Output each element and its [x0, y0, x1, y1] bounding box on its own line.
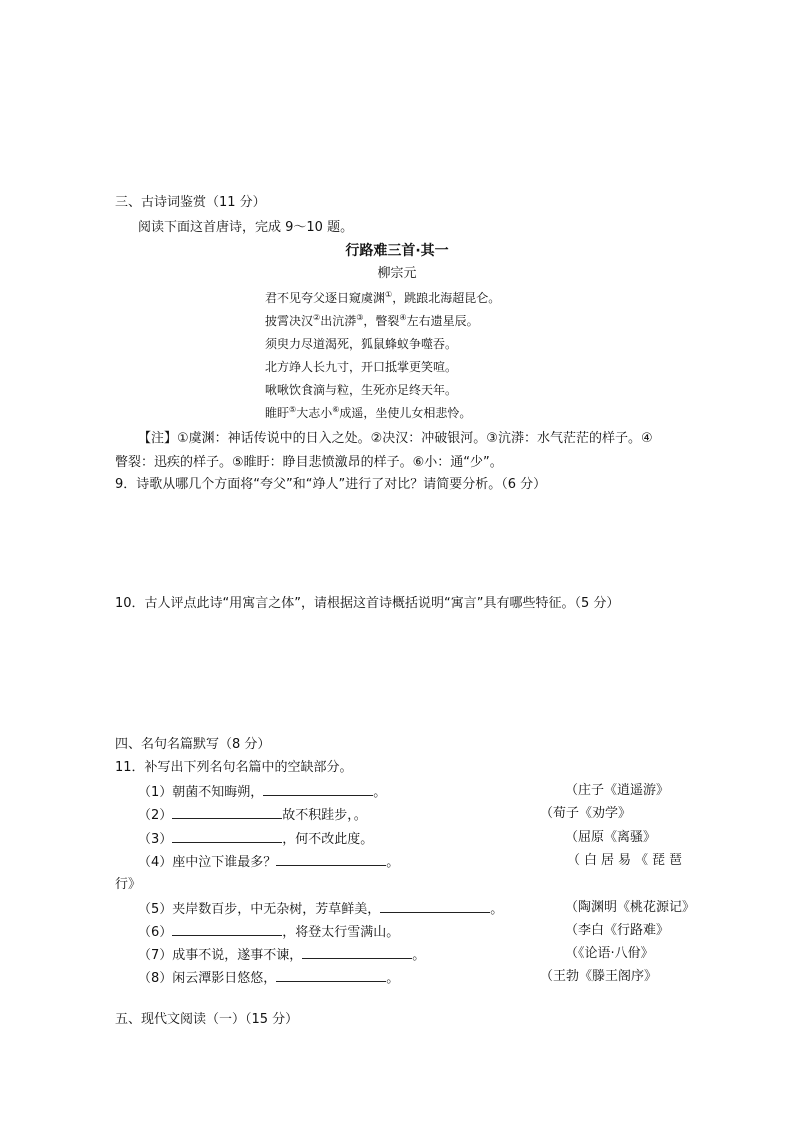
item-text: ，何不改此度。	[282, 832, 374, 847]
poem-line-text: 须臾力尽道渴死，狐鼠蜂蚁争噬吞。	[265, 337, 458, 351]
reading-instruction: 阅读下面这首唐诗，完成 9～10 题。	[138, 220, 354, 235]
poem-line-text: 大志小	[296, 406, 333, 420]
dictation-item	[138, 969, 399, 987]
item-number: （3）	[138, 832, 173, 847]
item-text: 故不积跬步，。	[282, 808, 367, 823]
item-source-wrap: 行》	[115, 877, 142, 892]
item-text: 。	[490, 902, 504, 917]
item-text: 。	[412, 948, 426, 963]
poem-line-text: 披霄决汉	[265, 314, 314, 328]
footnote-mark: ④	[399, 313, 407, 322]
dictation-item	[138, 946, 425, 964]
section5-heading: 五、现代文阅读（一）（15 分）	[115, 1012, 299, 1027]
poem-author: 柳宗元	[377, 266, 417, 281]
dictation-item	[138, 853, 399, 871]
poem-notes-line1: 【注】①虞渊：神话传说中的日入之处。②决汉：冲破银河。③沆漭：水气茫茫的样子。④	[138, 431, 653, 446]
item-source: （王勃《滕王阁序》	[540, 969, 658, 984]
poem-notes-line2: 瞥裂：迅疾的样子。⑤睢盱：睁目悲愤激昂的样子。⑥小：通“少”。	[115, 455, 503, 470]
item-text: 。	[373, 785, 387, 800]
dictation-item	[138, 806, 367, 824]
poem-line	[265, 290, 500, 306]
poem-line-text: 北方竫人长九寸，开口抵掌更笑喧。	[265, 360, 458, 374]
question-9: 9．诗歌从哪几个方面将“夸父”和“竫人”进行了对比？请简要分析。（6 分）	[115, 477, 547, 492]
footnote-mark: ⑤	[289, 405, 297, 414]
answer-blank[interactable]	[380, 900, 490, 913]
item-text: 。	[386, 855, 400, 870]
poem-line-text: 出沆漭	[320, 314, 357, 328]
item-text: 夹岸数百步，中无杂树，芳草鲜美，	[172, 902, 381, 917]
section4-heading: 四、名句名篇默写（8 分）	[115, 737, 271, 752]
answer-blank[interactable]	[172, 806, 282, 819]
item-text: 座中泣下谁最多？	[172, 855, 277, 870]
footnote-mark: ①	[385, 290, 393, 299]
poem-line-text: 睢盱	[265, 406, 290, 420]
footnote-mark: ②	[313, 313, 321, 322]
item-number: （6）	[138, 925, 173, 940]
poem-line	[265, 405, 471, 421]
question-11: 11．补写出下列名句名篇中的空缺部分。	[115, 760, 353, 775]
item-source: （白居易《琵琶	[567, 853, 687, 868]
item-source: （陶渊明《桃花源记》	[565, 900, 696, 915]
footnote-mark: ③	[356, 313, 364, 322]
footnote-mark: ⑥	[332, 405, 340, 414]
dictation-item	[138, 900, 503, 918]
section3-heading: 三、古诗词鉴赏（11 分）	[115, 195, 266, 210]
item-source: （屈原《离骚》	[565, 830, 657, 845]
item-number: （5）	[138, 902, 173, 917]
poem-line-text: ，瞥裂	[363, 314, 400, 328]
answer-blank[interactable]	[263, 783, 373, 796]
poem-line	[265, 382, 457, 398]
poem-line-text: 成遥，坐使儿女相悲怜。	[339, 406, 472, 420]
item-source: （李白《行路难》	[565, 923, 670, 938]
item-number: （1）	[138, 785, 173, 800]
dictation-item	[138, 830, 373, 848]
poem-line-text: ，跳踉北海超昆仑。	[392, 291, 501, 305]
item-source: （荀子《劝学》	[540, 806, 632, 821]
answer-blank[interactable]	[172, 923, 282, 936]
poem-line-text: 左右遗星辰。	[406, 314, 479, 328]
poem-title: 行路难三首·其一	[345, 243, 449, 259]
poem-line	[265, 313, 479, 329]
item-source: （《论语·八佾》	[565, 946, 654, 961]
item-source: （庄子《逍遥游》	[565, 783, 670, 798]
answer-blank[interactable]	[172, 830, 282, 843]
poem-line	[265, 359, 457, 375]
item-text: 闲云潭影日悠悠，	[172, 971, 277, 986]
answer-blank[interactable]	[276, 853, 386, 866]
poem-line	[265, 336, 457, 352]
poem-line-text: 啾啾饮食滴与粒，生死亦足终天年。	[265, 383, 458, 397]
item-text: 朝菌不知晦朔，	[172, 785, 264, 800]
item-text: 成事不说，遂事不谏，	[172, 948, 303, 963]
item-text: ，将登太行雪满山。	[282, 925, 400, 940]
item-number: （2）	[138, 808, 173, 823]
answer-blank[interactable]	[302, 946, 412, 959]
question-10: 10．古人评点此诗“用寓言之体”，请根据这首诗概括说明“寓言”具有哪些特征。（5 分）	[115, 596, 620, 611]
dictation-item	[138, 923, 399, 941]
poem-line-text: 君不见夸父逐日窥虞渊	[265, 291, 386, 305]
answer-blank[interactable]	[276, 969, 386, 982]
item-number: （7）	[138, 948, 173, 963]
item-number: （4）	[138, 855, 173, 870]
dictation-item	[138, 783, 386, 801]
item-text: 。	[386, 971, 400, 986]
item-number: （8）	[138, 971, 173, 986]
